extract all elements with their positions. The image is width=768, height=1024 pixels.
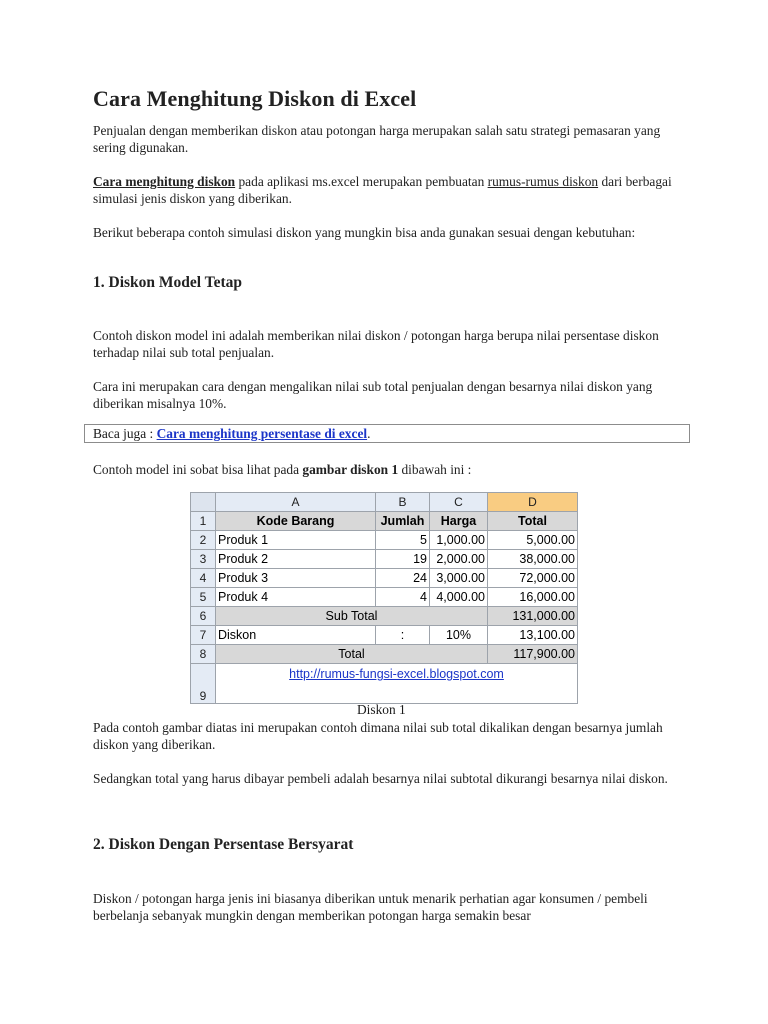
intro-paragraph: Penjualan dengan memberikan diskon atau potongan harga merupakan salah satu strategi pemasaran yang sering digunakan. bbox=[93, 123, 661, 155]
cell-kode-barang: Produk 1 bbox=[216, 531, 376, 550]
diskon-value: 13,100.00 bbox=[488, 626, 578, 645]
baca-juga-box bbox=[84, 424, 690, 443]
cell-kode-barang: Produk 4 bbox=[216, 588, 376, 607]
gambar-text-end: dibawah ini : bbox=[398, 462, 472, 477]
cell-total: 5,000.00 bbox=[488, 531, 578, 550]
row-number: 6 bbox=[191, 607, 216, 626]
total-label: Total bbox=[216, 645, 488, 664]
subtotal-value: 131,000.00 bbox=[488, 607, 578, 626]
simulation-intro-paragraph: Berikut beberapa contoh simulasi diskon yang mungkin bisa anda gunakan sesuai dengan kebutuhan: bbox=[93, 225, 636, 240]
gambar-text-bold: gambar diskon 1 bbox=[302, 462, 399, 477]
sheet-corner bbox=[191, 493, 216, 512]
diskon-label: Diskon bbox=[216, 626, 376, 645]
cell-jumlah: 5 bbox=[376, 531, 430, 550]
cell-total: 38,000.00 bbox=[488, 550, 578, 569]
section-heading-1: 1. Diskon Model Tetap bbox=[93, 274, 243, 291]
header-harga: Harga bbox=[430, 512, 488, 531]
bersyarat-paragraph: Diskon / potongan harga jenis ini biasanya diberikan untuk menarik perhatian agar konsumen / pembeli berbelanja sebanyak mungkin dengan memberikan potongan harga semakin besar bbox=[93, 891, 648, 923]
row-number: 2 bbox=[191, 531, 216, 550]
diskon-separator: : bbox=[376, 626, 430, 645]
table-row bbox=[191, 569, 578, 588]
definition-text-mid: pada aplikasi ms.excel merupakan pembuatan bbox=[235, 174, 488, 189]
col-header-b: B bbox=[376, 493, 430, 512]
gambar-reference-paragraph bbox=[93, 461, 673, 478]
section-heading-2: 2. Diskon Dengan Persentase Bersyarat bbox=[93, 836, 354, 853]
persentase-link[interactable]: Cara menghitung persentase di excel bbox=[156, 426, 368, 441]
cell-harga: 2,000.00 bbox=[430, 550, 488, 569]
cara-menghitung-diskon-link[interactable]: Cara menghitung diskon bbox=[93, 174, 236, 189]
cell-jumlah: 19 bbox=[376, 550, 430, 569]
baca-juga-suffix: . bbox=[367, 426, 371, 441]
cell-harga: 3,000.00 bbox=[430, 569, 488, 588]
header-kode-barang: Kode Barang bbox=[216, 512, 376, 531]
row-number: 9 bbox=[191, 664, 216, 704]
cell-total: 16,000.00 bbox=[488, 588, 578, 607]
mengalikan-paragraph: Cara ini merupakan cara dengan mengalikan nilai sub total penjualan dengan besarnya nilai diskon yang diberikan misalnya 10%. bbox=[93, 379, 653, 411]
cell-total: 72,000.00 bbox=[488, 569, 578, 588]
subtotal-label: Sub Total bbox=[216, 607, 488, 626]
table-row bbox=[191, 531, 578, 550]
header-total: Total bbox=[488, 512, 578, 531]
gambar-text-start: Contoh model ini sobat bisa lihat pada bbox=[93, 462, 303, 477]
row-number: 7 bbox=[191, 626, 216, 645]
cell-harga: 4,000.00 bbox=[430, 588, 488, 607]
blog-url-link[interactable]: http://rumus-fungsi-excel.blogspot.com bbox=[216, 664, 578, 704]
col-header-a: A bbox=[216, 493, 376, 512]
row-number: 3 bbox=[191, 550, 216, 569]
table-row bbox=[191, 550, 578, 569]
explanation-paragraph: Pada contoh gambar diatas ini merupakan contoh dimana nilai sub total dikalikan dengan besarnya jumlah diskon yang diberikan. bbox=[93, 720, 663, 752]
cell-harga: 1,000.00 bbox=[430, 531, 488, 550]
header-jumlah: Jumlah bbox=[376, 512, 430, 531]
model-tetap-paragraph: Contoh diskon model ini adalah memberikan nilai diskon / potongan harga berupa nilai persentase diskon terhadap nilai sub total penjualan. bbox=[93, 328, 659, 360]
cell-jumlah: 4 bbox=[376, 588, 430, 607]
baca-juga-prefix: Baca juga : bbox=[93, 426, 157, 441]
row-number: 1 bbox=[191, 512, 216, 531]
discount-spreadsheet bbox=[190, 492, 578, 704]
figure-caption: Diskon 1 bbox=[357, 702, 406, 717]
total-value: 117,900.00 bbox=[488, 645, 578, 664]
total-explanation-paragraph: Sedangkan total yang harus dibayar pembeli adalah besarnya nilai subtotal dikurangi besarnya nilai diskon. bbox=[93, 771, 668, 786]
col-header-d: D bbox=[488, 493, 578, 512]
table-row bbox=[191, 588, 578, 607]
page-title: Cara Menghitung Diskon di Excel bbox=[93, 86, 417, 111]
rumus-diskon-link[interactable]: rumus-rumus diskon bbox=[487, 174, 599, 189]
row-number: 4 bbox=[191, 569, 216, 588]
row-number: 5 bbox=[191, 588, 216, 607]
cell-jumlah: 24 bbox=[376, 569, 430, 588]
cell-kode-barang: Produk 3 bbox=[216, 569, 376, 588]
definition-text-end: dari berbagai simulasi jenis diskon yang diberikan. bbox=[93, 174, 672, 206]
col-header-c: C bbox=[430, 493, 488, 512]
definition-paragraph bbox=[93, 173, 673, 207]
diskon-percent: 10% bbox=[430, 626, 488, 645]
cell-kode-barang: Produk 2 bbox=[216, 550, 376, 569]
row-number: 8 bbox=[191, 645, 216, 664]
